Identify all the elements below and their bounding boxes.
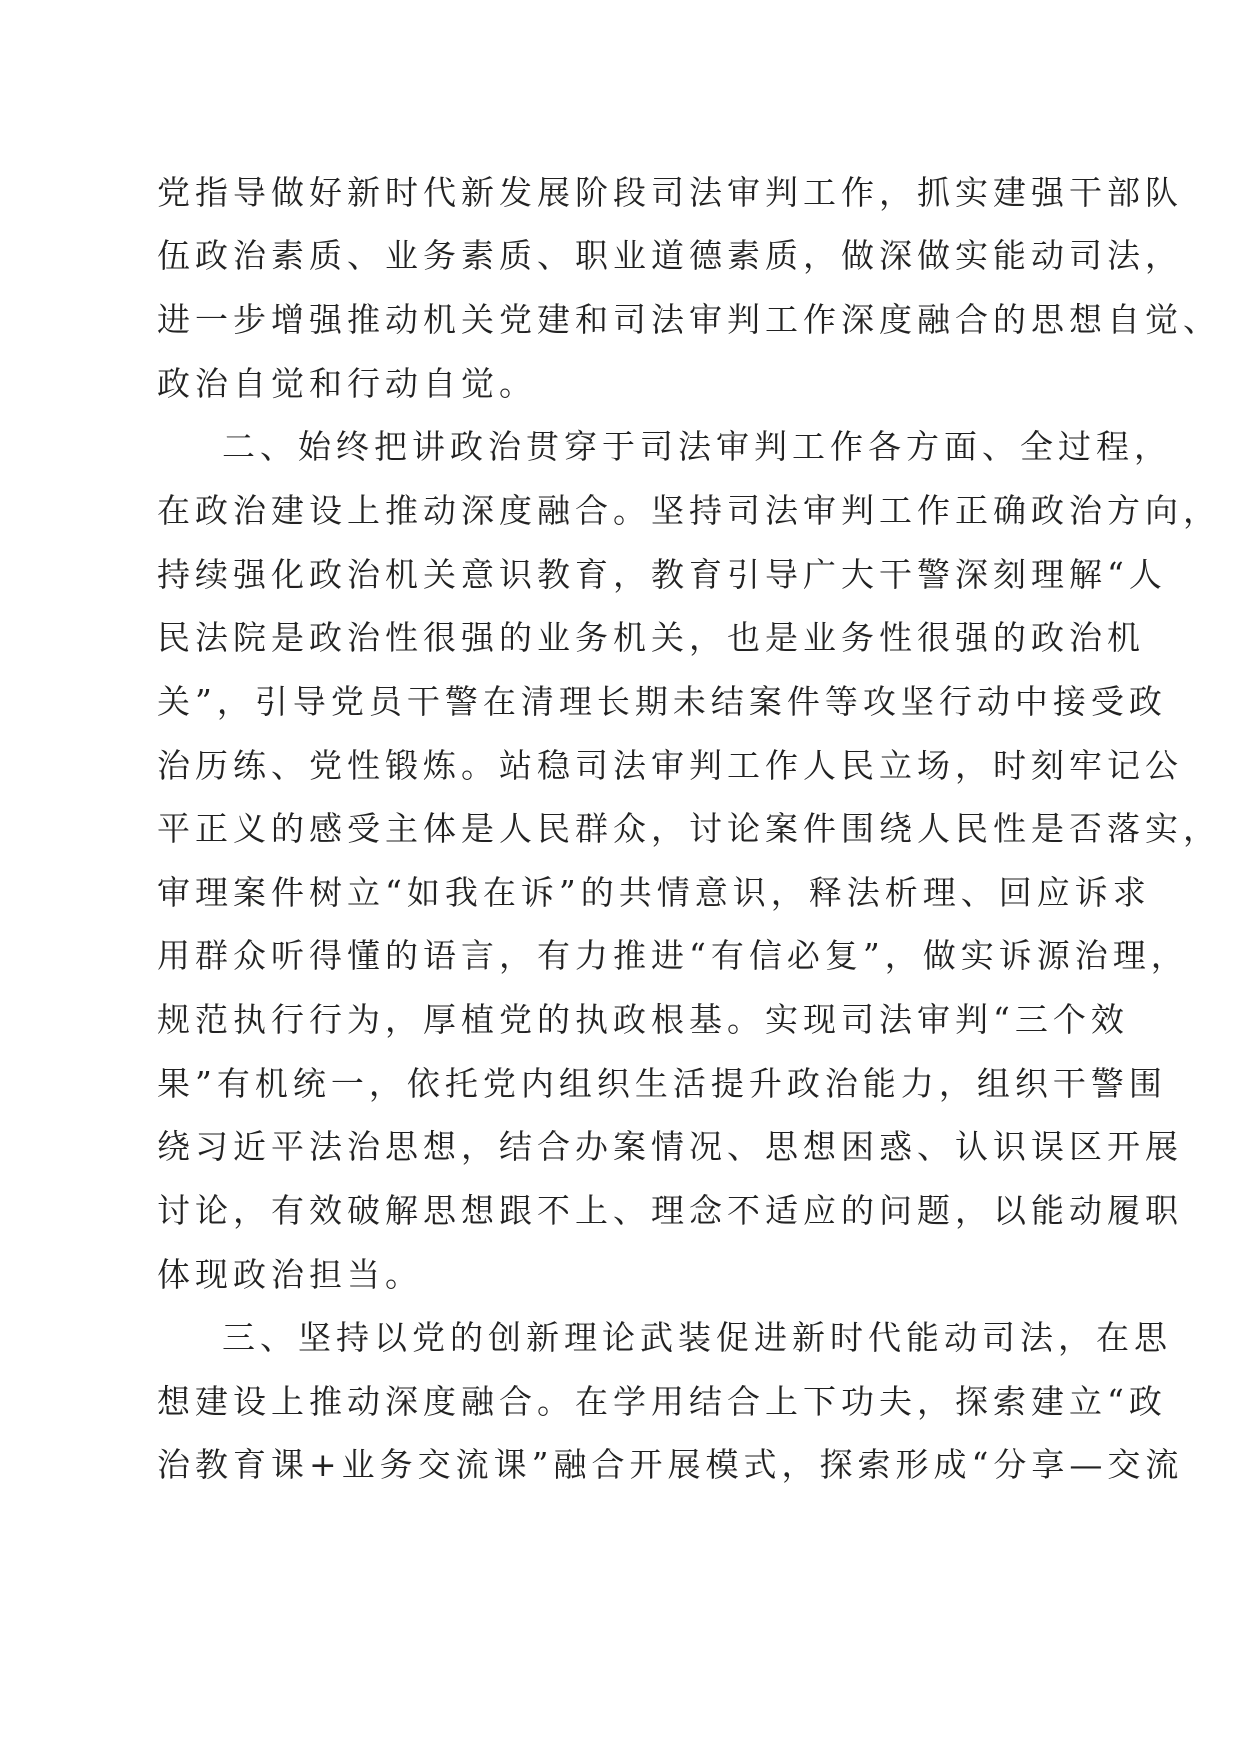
text-line: 持续强化政治机关意识教育，教育引导广大干警深刻理解“人 [157, 555, 1167, 594]
text-line: 民法院是政治性很强的业务机关，也是业务性很强的政治机 [157, 618, 1145, 657]
text-line: 伍政治素质、业务素质、职业道德素质，做深做实能动司法， [157, 236, 1183, 275]
text-line: 体现政治担当。 [157, 1255, 423, 1294]
text-line: 在政治建设上推动深度融合。坚持司法审判工作正确政治方向， [157, 491, 1221, 530]
paragraph-start-line: 二、始终把讲政治贯穿于司法审判工作各方面、全过程， [222, 427, 1172, 466]
text-line: 政治自觉和行动自觉。 [157, 364, 537, 403]
text-line: 果”有机统一，依托党内组织生活提升政治能力，组织干警围 [157, 1064, 1167, 1103]
text-line: 想建设上推动深度融合。在学用结合上下功夫，探索建立“政 [157, 1382, 1167, 1421]
text-line: 进一步增强推动机关党建和司法审判工作深度融合的思想自觉、 [157, 300, 1221, 339]
text-line: 治教育课+业务交流课”融合开展模式，探索形成“分享—交流 [157, 1445, 1184, 1484]
text-line: 绕习近平法治思想，结合办案情况、思想困惑、认识误区开展 [157, 1127, 1183, 1166]
text-line: 审理案件树立“如我在诉”的共情意识，释法析理、回应诉求 [157, 873, 1151, 912]
text-line: 关”，引导党员干警在清理长期未结案件等攻坚行动中接受政 [157, 682, 1167, 721]
text-line: 治历练、党性锻炼。站稳司法审判工作人民立场，时刻牢记公 [157, 746, 1183, 785]
text-line: 平正义的感受主体是人民群众，讨论案件围绕人民性是否落实， [157, 809, 1221, 848]
paragraph-start-line: 三、坚持以党的创新理论武装促进新时代能动司法，在思 [222, 1318, 1172, 1357]
text-line: 讨论，有效破解思想跟不上、理念不适应的问题，以能动履职 [157, 1191, 1183, 1230]
text-line: 党指导做好新时代新发展阶段司法审判工作，抓实建强干部队 [157, 173, 1183, 212]
text-line: 用群众听得懂的语言，有力推进“有信必复”，做实诉源治理， [157, 936, 1189, 975]
text-line: 规范执行行为，厚植党的执政根基。实现司法审判“三个效 [157, 1000, 1129, 1039]
